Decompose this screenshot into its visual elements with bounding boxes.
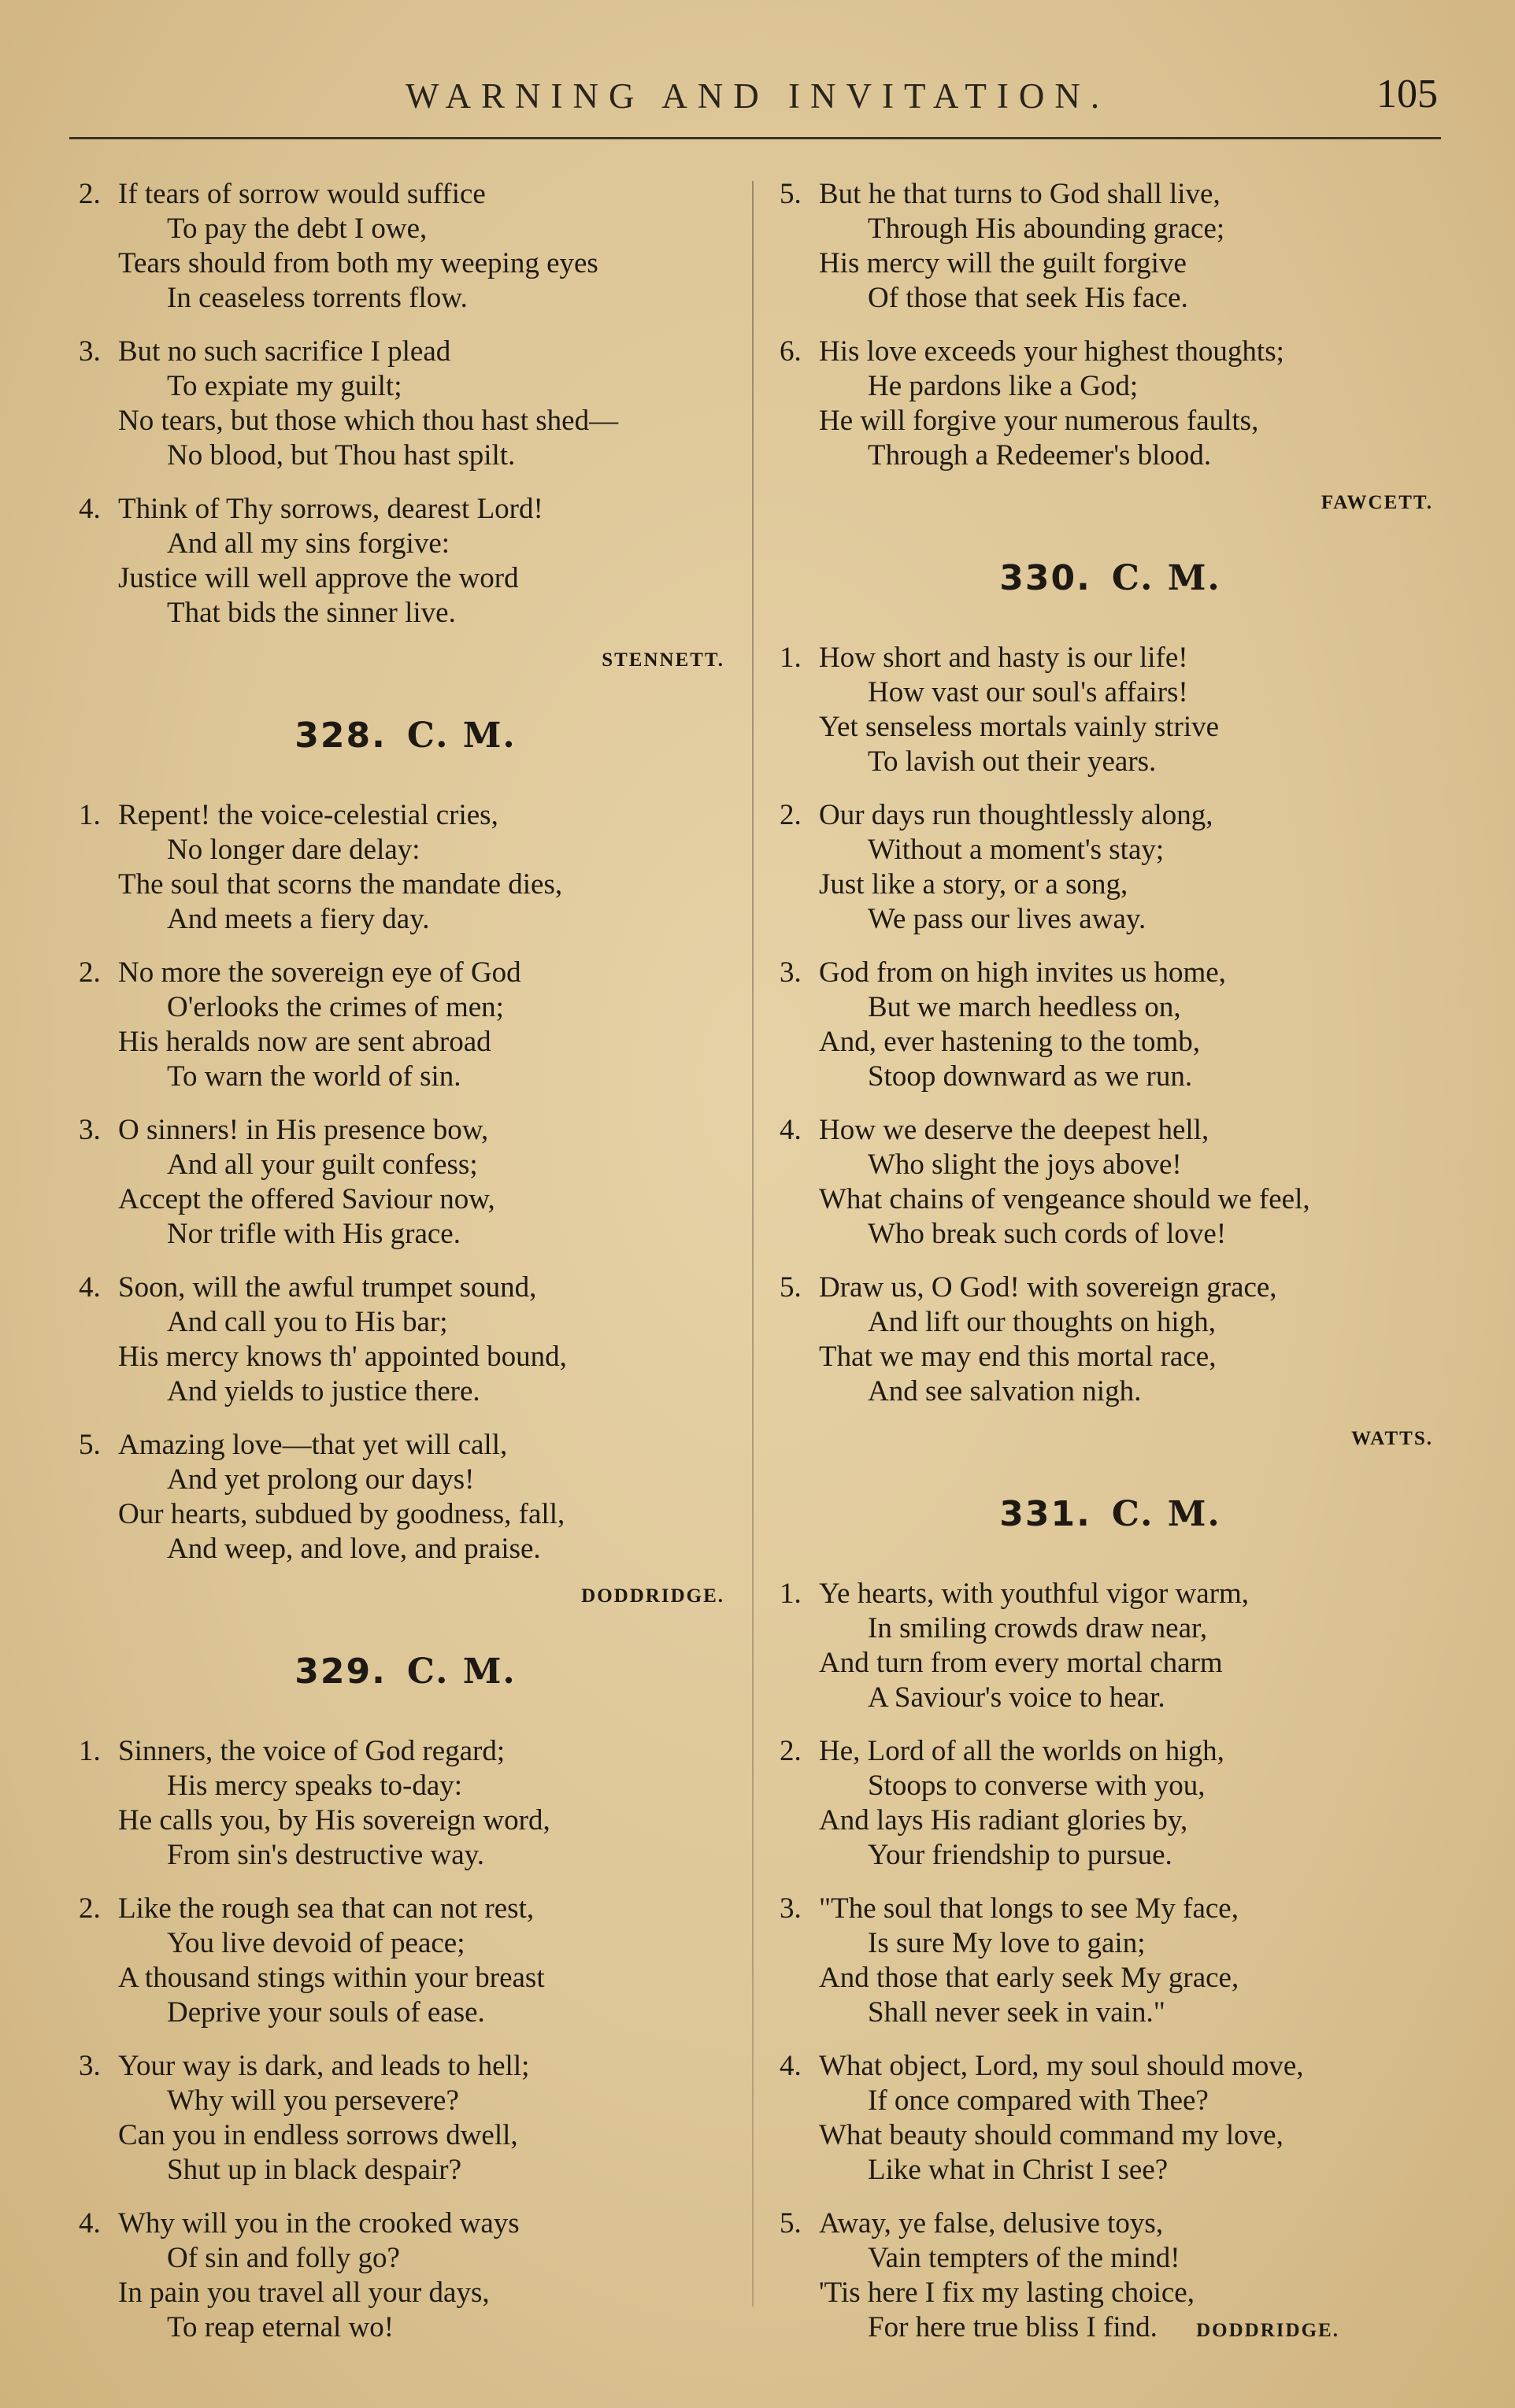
- stanza: 5. Amazing love—that yet will call, And yet prolong our days! Our hearts, subdued by goodness, fall, And weep, and love, and praise.: [79, 1429, 565, 1565]
- stanza: 1. Ye hearts, with youthful vigor warm, In smiling crowds draw near, And turn from every mortal charm A Saviour's voice to hear.: [780, 1578, 1250, 1714]
- author-attribution: FAWCETT.: [1321, 492, 1433, 513]
- hymn-330: [780, 558, 1441, 1450]
- hymn-331: [780, 1494, 1441, 2348]
- stanza: 3. O sinners! in His presence bow, And all your guilt confess; Accept the offered Saviour now, Nor trifle with His grace.: [79, 1114, 495, 1250]
- stanza: 2. Our days run thoughtlessly along, Without a moment's stay; Just like a story, or a song, We pass our lives away.: [780, 799, 1213, 935]
- stanza: 5. Draw us, O God! with sovereign grace, And lift our thoughts on high, That we may end this mortal race, And see salvation nigh.: [780, 1271, 1277, 1407]
- hymn-heading: 330. C. M.: [999, 558, 1221, 598]
- hymn-heading: 329. C. M.: [294, 1652, 517, 1692]
- author-attribution: DODDRIDGE.: [581, 1585, 724, 1607]
- stanza: 4. Think of Thy sorrows, dearest Lord! And all my sins forgive: Justice will well approve the word That bids the sinner live.: [79, 493, 543, 629]
- right-column: [780, 177, 1441, 2388]
- author-attribution: STENNETT.: [602, 649, 724, 671]
- stanza: 4. How we deserve the deepest hell, Who slight the joys above! What chains of vengeance should we feel, Who break such cords of love!: [780, 1114, 1310, 1250]
- author-attribution: WATTS.: [1351, 1428, 1433, 1449]
- stanza: 3. But no such sacrifice I plead To expiate my guilt; No tears, but those which thou hast shed— No blood, but Thou hast spilt.: [79, 335, 619, 472]
- page-number: 105: [1376, 72, 1438, 117]
- header-rule: [69, 137, 1441, 139]
- stanza: 5. Away, ye false, delusive toys, Vain tempters of the mind! 'Tis here I fix my lasting choice, For here true bliss I find. DODDRIDGE.: [780, 2207, 1339, 2343]
- stanza: 1. How short and hasty is our life! How vast our soul's affairs! Yet senseless mortals vainly strive To lavish out their years.: [780, 642, 1220, 778]
- hymn-328: [79, 716, 732, 1607]
- stanza: 3. Your way is dark, and leads to hell; Why will you persevere? Can you in endless sorrows dwell, Shut up in black despair?: [79, 2050, 530, 2186]
- stanza: 3. God from on high invites us home, But we march heedless on, And, ever hastening to the tomb, Stoop downward as we run.: [780, 956, 1226, 1093]
- hymn-329: [79, 1652, 732, 2345]
- column-divider: [752, 181, 754, 2306]
- stanza: 1. Sinners, the voice of God regard; His mercy speaks to-day: He calls you, by His sovereign word, From sin's destructive way.: [79, 1735, 550, 1871]
- stanza: 6. His love exceeds your highest thoughts; He pardons like a God; He will forgive your numerous faults, Through a Redeemer's blood.: [780, 335, 1284, 472]
- stanza: 2. No more the sovereign eye of God O'erlooks the crimes of men; His heralds now are sent abroad To warn the world of sin.: [79, 956, 521, 1093]
- running-title: WARNING AND INVITATION.: [406, 76, 1110, 116]
- stanza: 4. Soon, will the awful trumpet sound, And call you to His bar; His mercy knows th' appointed bound, And yields to justice there.: [79, 1271, 567, 1407]
- stanza: 4. Why will you in the crooked ways Of sin and folly go? In pain you travel all your days, To reap eternal wo!: [79, 2207, 520, 2343]
- hymn-327-continuation: [79, 177, 732, 671]
- stanza: 2. If tears of sorrow would suffice To pay the debt I owe, Tears should from both my weeping eyes In ceaseless torrents flow.: [79, 178, 598, 314]
- stanza: 2. Like the rough sea that can not rest, You live devoid of peace; A thousand stings within your breast Deprive your souls of ease.: [79, 1892, 545, 2029]
- stanza: 2. He, Lord of all the worlds on high, Stoops to converse with you, And lays His radiant glories by, Your friendship to pursue.: [780, 1735, 1224, 1871]
- author-attribution: DODDRIDGE.: [1196, 2320, 1339, 2341]
- hymn-heading: 331. C. M.: [999, 1494, 1221, 1534]
- hymn-329-continuation: [780, 177, 1441, 514]
- hymn-heading: 328. C. M.: [294, 716, 517, 756]
- stanza: 5. But he that turns to God shall live, Through His abounding grace; His mercy will the guilt forgive Of those that seek His face.: [780, 178, 1225, 314]
- stanza: 3. "The soul that longs to see My face, Is sure My love to gain; And those that early seek My grace, Shall never seek in vain.": [780, 1892, 1239, 2029]
- stanza: 4. What object, Lord, my soul should move, If once compared with Thee? What beauty should command my love, Like what in Christ I see?: [780, 2050, 1304, 2186]
- left-column: [79, 177, 732, 2384]
- stanza: 1. Repent! the voice-celestial cries, No longer dare delay: The soul that scorns the mandate dies, And meets a fiery day.: [79, 799, 563, 935]
